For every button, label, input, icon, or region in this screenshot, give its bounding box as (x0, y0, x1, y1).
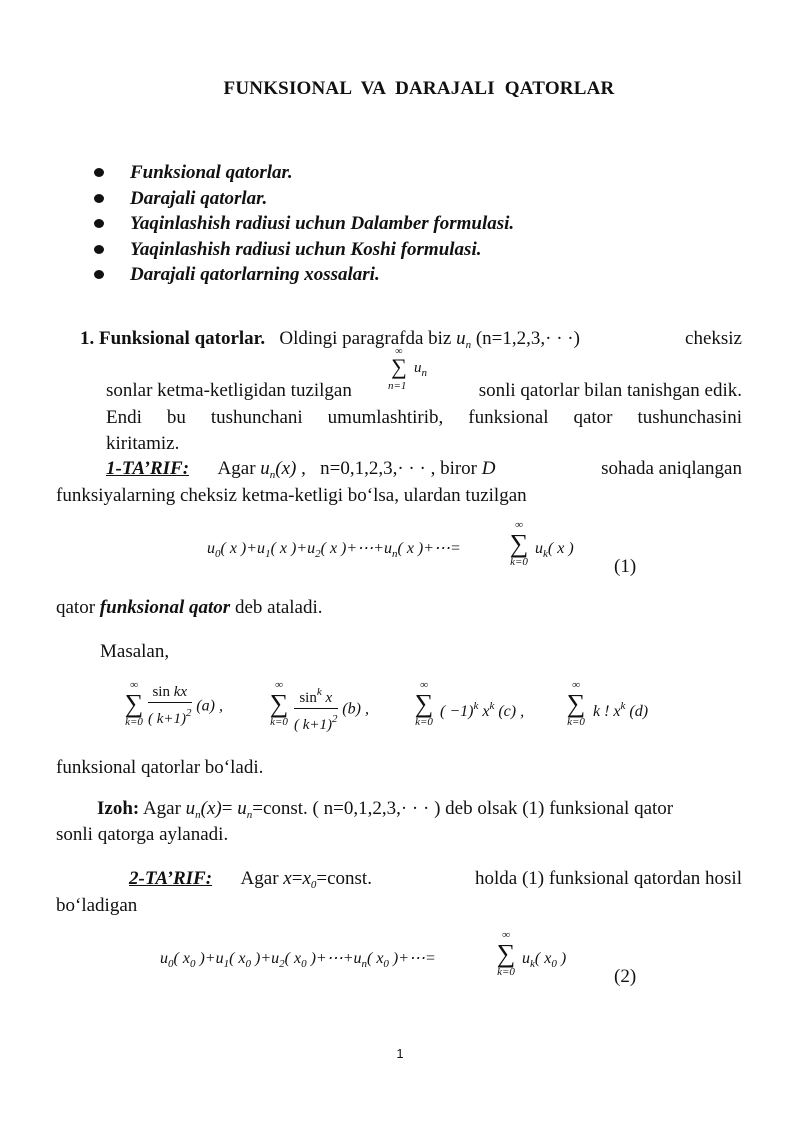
definition-label: 2-TA’RIF: (129, 868, 213, 889)
equation-number-1: (1) (614, 556, 637, 577)
page-title: FUNKSIONAL VA DARAJALI QATORLAR (223, 78, 615, 99)
topic-list (90, 160, 514, 288)
equation-2-term: $u_k$( $x_0$ ) (522, 950, 567, 970)
topic-item: Yaqinlashish radiusi uchun Dalamber formulasi. (90, 211, 514, 237)
examples-intro: Masalan, (100, 641, 170, 662)
inline-sum-term: $u_n$ (414, 360, 427, 379)
topic-item: Funksional qatorlar. (90, 160, 514, 186)
inline-sum-lower: n=1 (388, 380, 407, 392)
defined-term: funksional qator (99, 597, 231, 618)
example-a: $\frac{\text{sin kx}}{( k+1)^2}$ (a) , (148, 684, 223, 727)
topic-item: Darajali qatorlarning xossalari. (90, 262, 514, 288)
sum-symbol: ∞ ∑ k=0 (509, 519, 529, 568)
remark-line1: Izoh: Agar $u_n(x)=$ $u_n=const$. ( n=0,1,2,3,· · · ) deb olsak (1) funksional qator (97, 798, 674, 821)
definition1-line2: funksiyalarning cheksiz ketma-ketligi bo‘lsa, ulardan tuzilgan (56, 485, 527, 506)
remark-label: Izoh: (97, 798, 140, 819)
section-heading: Funksional qatorlar. (99, 328, 266, 349)
definition2-line1: 2-TA’RIF: Agar $x=x_0=const$. holda (1) funksional qatordan hosil (129, 868, 742, 891)
example-b: $\frac{\sin^k x}{( k+1)^2}$ (b) , (294, 683, 369, 735)
remark-line2: sonli qatorga aylanadi. (56, 824, 229, 845)
definition1-line1: 1-TA’RIF: Agar $u_n(x)$ , n=0,1,2,3,· · · , biror D sohada aniqlangan (106, 458, 742, 481)
section1-line1: 1. Funksional qatorlar. Oldingi paragrafda biz $u_n$ (n=1,2,3,· · ·) cheksiz (80, 328, 742, 351)
example-d: k ! $x^k$ (d) (593, 700, 649, 720)
definition2-line2: bo‘ladigan (56, 895, 138, 916)
bullet-icon (94, 219, 104, 228)
equation-1-term: $u_k$( x ) (535, 540, 574, 560)
bullet-icon (94, 245, 104, 254)
definition-label: 1-TA’RIF: (106, 458, 190, 479)
equation-number-2: (2) (614, 966, 637, 987)
example-c: ( −1)$^k$ $x^k$ (c) , (440, 700, 525, 720)
sum-symbol: ∞ ∑ k=0 (566, 679, 586, 728)
sum-symbol: ∞ ∑ k=0 (414, 679, 434, 728)
inline-sum-symbol: ∞ ∑ (391, 346, 407, 379)
bullet-icon (94, 194, 104, 203)
sum-symbol: ∞ ∑ k=0 (496, 929, 516, 978)
section1-line4: kiritamiz. (106, 433, 180, 454)
section1-line3: Endi bu tushunchani umumlashtirib, funksional qator tushunchasini (106, 407, 742, 428)
definition1-after: qator funksional qator deb ataladi. (56, 597, 323, 618)
bullet-icon (94, 270, 104, 279)
sum-symbol: ∞ ∑ k=0 (124, 679, 144, 728)
sum-symbol: ∞ ∑ k=0 (269, 679, 289, 728)
equation-1: $u_0$( x )$+u_1$( x )$+u_2$( x )$+\cdots+u_n$( x )+⋯= (207, 540, 461, 560)
topic-item: Darajali qatorlar. (90, 186, 514, 212)
section1-line2a: sonlar ketma-ketligidan tuzilgan (106, 380, 352, 401)
section1-line2b: sonli qatorlar bilan tanishgan edik. (478, 380, 742, 401)
topic-item: Yaqinlashish radiusi uchun Koshi formulasi. (90, 237, 514, 263)
examples-outro: funksional qatorlar bo‘ladi. (56, 757, 264, 778)
page-number: 1 (396, 1046, 404, 1061)
bullet-icon (94, 168, 104, 177)
equation-2: $u_0$( $x_0$ )$+u_1$( $x_0$ )$+u_2$( $x_0$ )$+\cdots+u_n$( $x_0$ )+⋯= (160, 950, 436, 970)
